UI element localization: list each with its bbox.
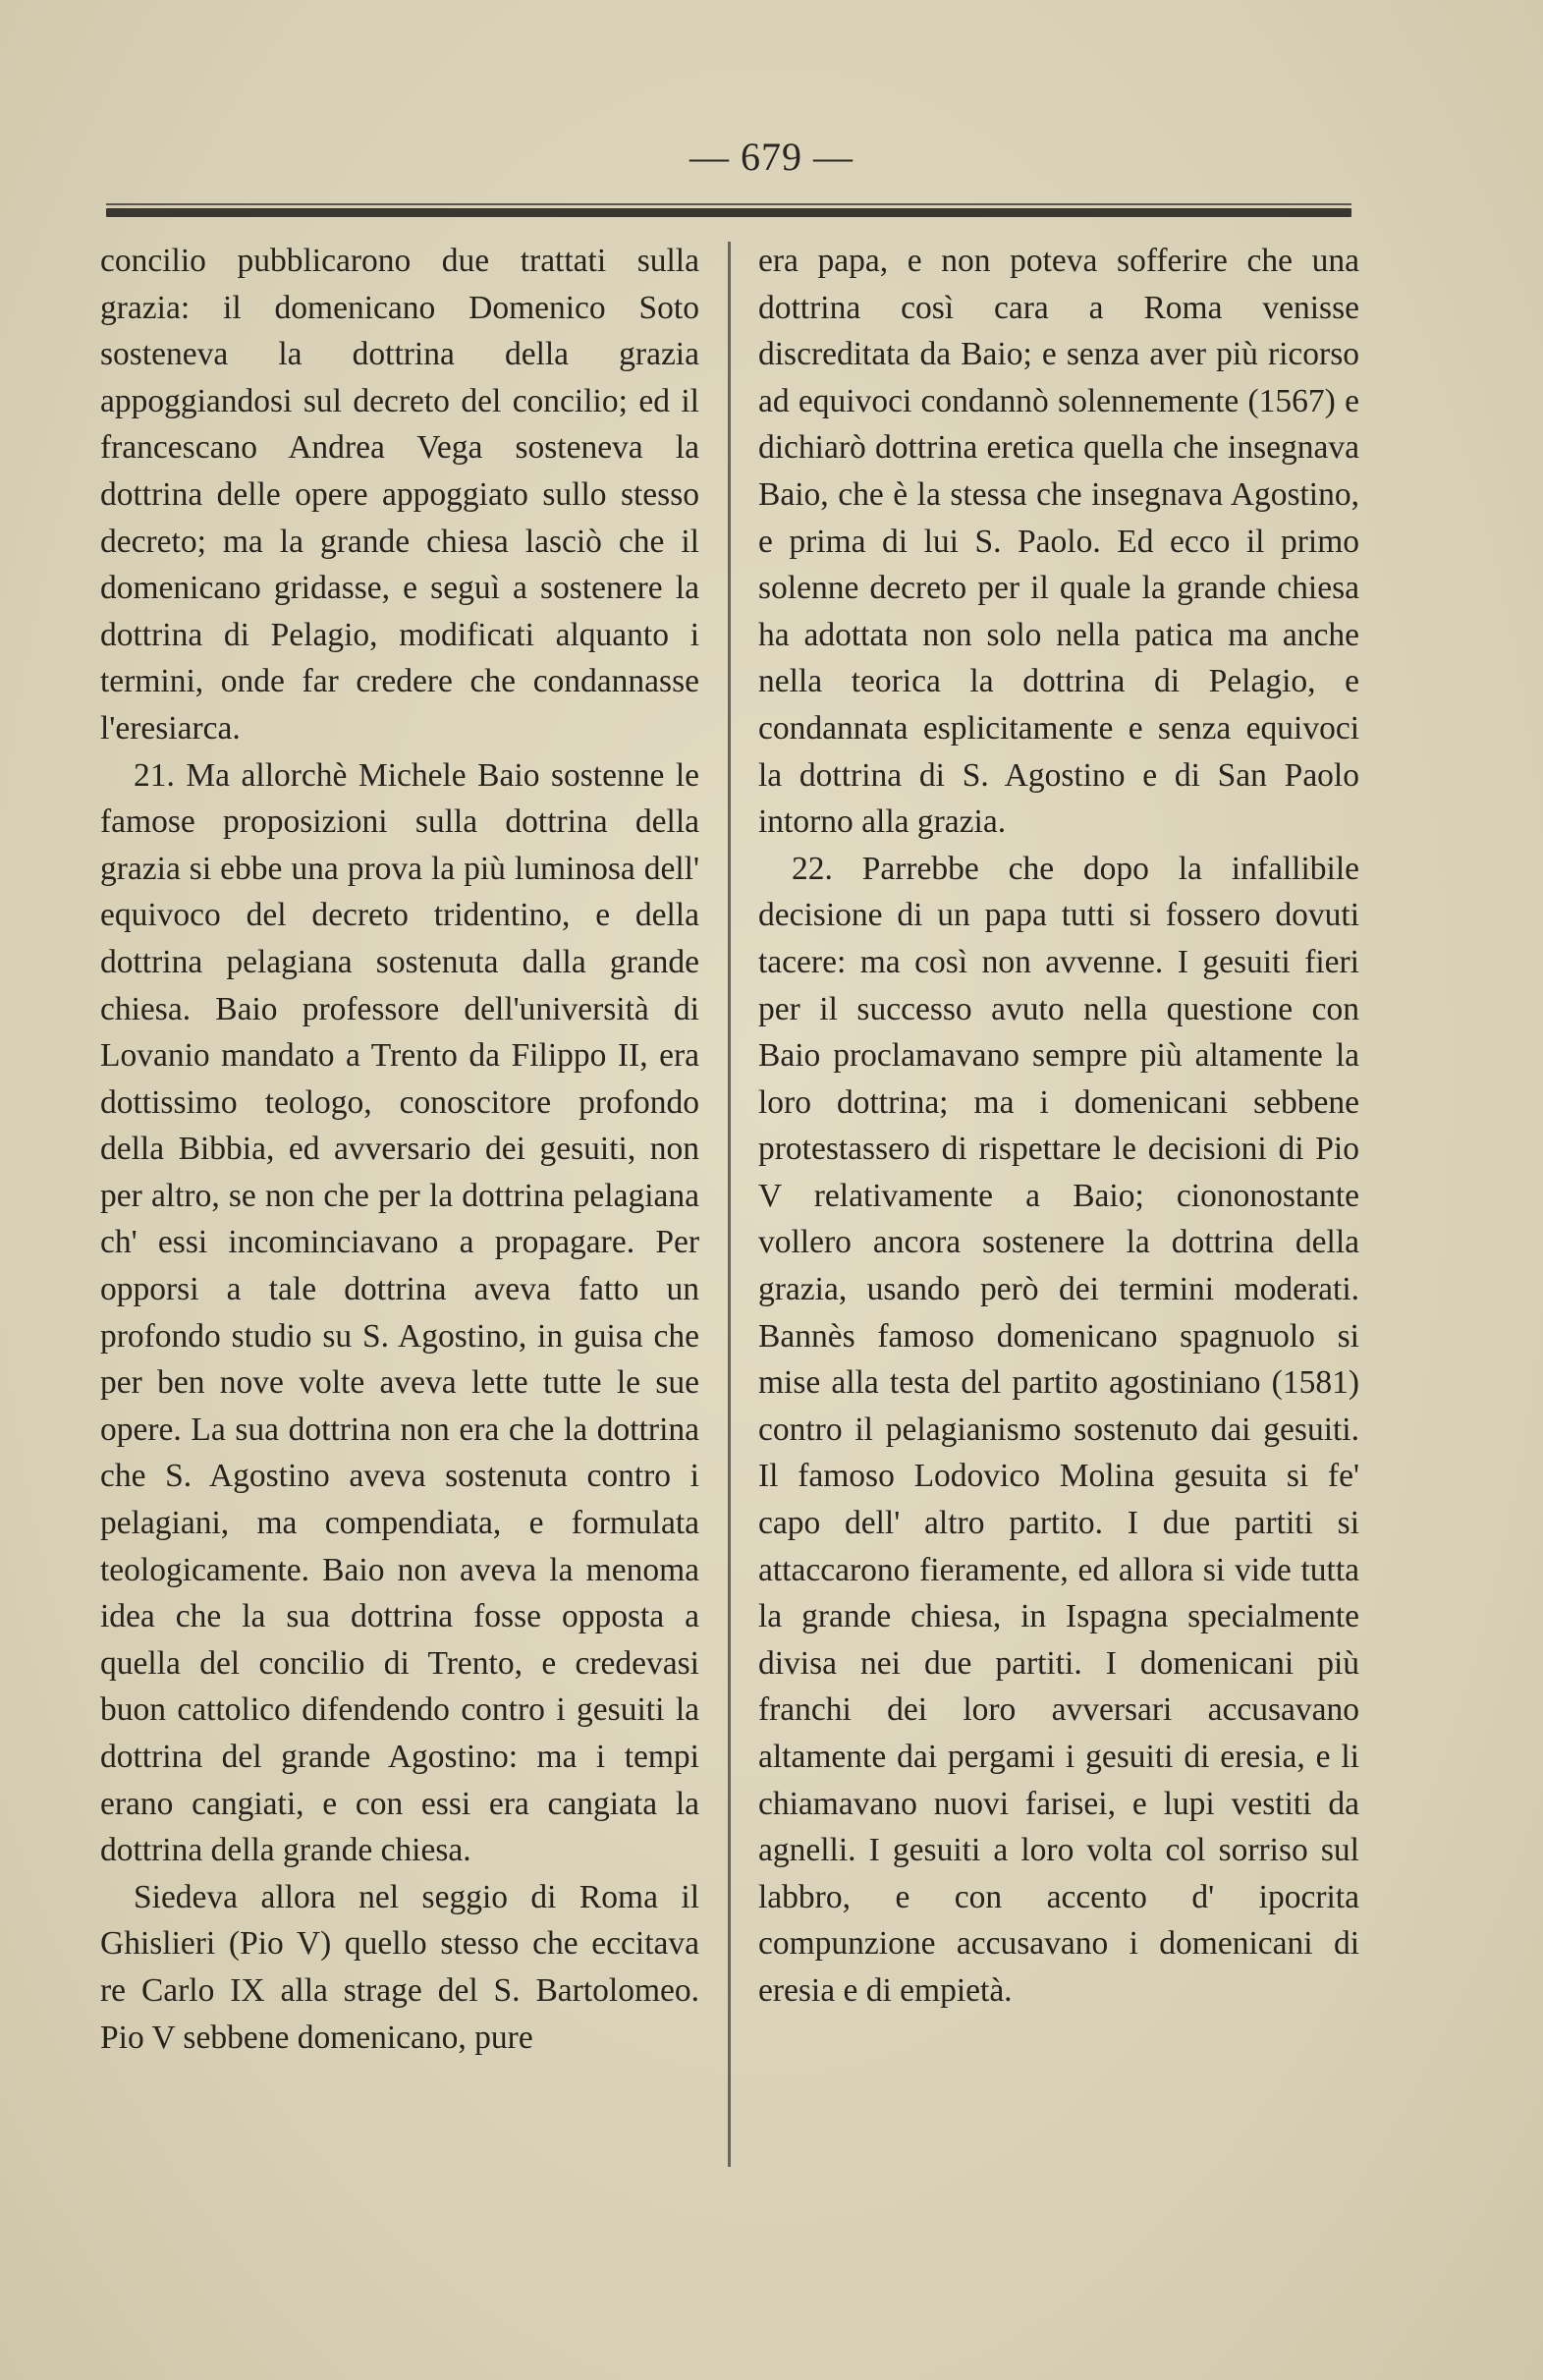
- right-column: [758, 238, 1359, 2015]
- paragraph-pio-v: Siedeva allora nel seggio di Roma il Ghislieri (Pio V) quello stesso che eccitava re Carlo IX alla strage del S. Bartolomeo. Pio V sebbene domenicano, pure: [100, 1878, 699, 2056]
- paragraph-22: 22. Parrebbe che dopo la infallibile decisione di un papa tutti si fossero dovuti tacere: ma così non avvenne. I gesuiti fieri per il successo avuto nella questione con Baio proclamavano sempre più altamente la loro dottrina; ma i domenicani sebbene protestassero di rispettare le decisioni di Pio V relativamente a Baio; ciononostante vollero ancora sostenere la dottrina della grazia, usando però dei termini moderati. Bannès famoso domenicano spagnuolo si mise alla testa del partito agostiniano (1581) contro il pelagianismo sostenuto dai gesuiti. Il famoso Lodovico Molina gesuita si fe' capo dell' altro partito. I due partiti si attaccarono fieramente, ed allora si vide tutta la grande chiesa, in Ispagna specialmente divisa nei due partiti. I domenicani più franchi dei loro avversari accusavano altamente dai pergami i gesuiti di eresia, e li chiamavano nuovi farisei, e lupi vestiti da agnelli. I gesuiti a loro volta col sorriso sul labbro, e con accento d' ipocrita compunzione accusavano i domenicani di eresia e di empietà.: [758, 850, 1359, 2009]
- left-column: [100, 238, 699, 2061]
- paragraph-21: 21. Ma allorchè Michele Baio sostenne le famose proposizioni sulla dottrina della grazia si ebbe una prova la più luminosa dell' equivoco del decreto tridentino, e della dottrina pelagiana sostenuta dalla grande chiesa. Baio professore dell'università di Lovanio mandato a Trento da Filippo II, era dottissimo teologo, conoscitore profondo della Bibbia, ed avversario dei gesuiti, non per altro, se non che per la dottrina pelagiana ch' essi incominciavano a propagare. Per opporsi a tale dottrina aveva fatto un profondo studio su S. Agostino, in guisa che per ben nove volte aveva lette tutte le sue opere. La sua dottrina non era che la dottrina che S. Agostino aveva sostenuta contro i pelagiani, ma compendiata, e formulata teologicamente. Baio non aveva la menoma idea che la sua dottrina fosse opposta a quella del concilio di Trento, e credevasi buon cattolico difendendo contro i gesuiti la dottrina del grande Agostino: ma i tempi erano cangiati, e con essi era cangiata la dottrina della grande chiesa.: [100, 756, 699, 1869]
- paragraph-continuation-right: era papa, e non poteva sofferire che una dottrina così cara a Roma venisse discreditata da Baio; e senza aver più ricorso ad equivoci condannò solennemente (1567) e dichiarò dottrina eretica quella che insegnava Baio, che è la stessa che insegnava Agostino, e prima di lui S. Paolo. Ed ecco il primo solenne decreto per il quale la grande chiesa ha adottata non solo nella patica ma anche nella teorica la dottrina di Pelagio, e condannata esplicitamente e senza equivoci la dottrina di S. Agostino e di San Paolo intorno alla grazia.: [758, 243, 1359, 841]
- paragraph-continuation: concilio pubblicarono due trattati sulla grazia: il domenicano Domenico Soto sosteneva la dottrina della grazia appoggiandosi sul decreto del concilio; ed il francescano Andrea Vega sosteneva la dottrina delle opere appoggiato sullo stesso decreto; ma la grande chiesa lasciò che il domenicano gridasse, e seguì a sostenere la dottrina di Pelagio, modificati alquanto i termini, onde far credere che condannasse l'eresiarca.: [100, 243, 699, 747]
- page-number: — 679 —: [689, 135, 854, 179]
- column-divider: [728, 242, 731, 2167]
- header-rule: [106, 208, 1351, 217]
